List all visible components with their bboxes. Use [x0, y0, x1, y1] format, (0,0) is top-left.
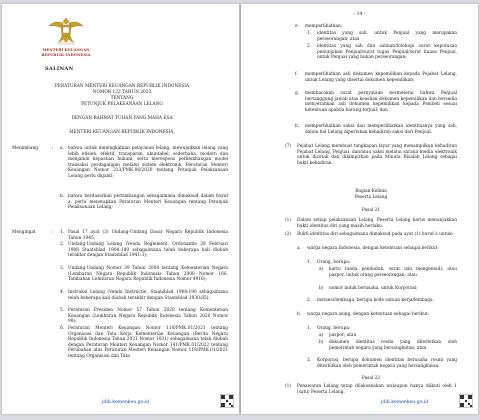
list-marker: 1.: [307, 326, 312, 331]
mengingat-colon: :: [52, 230, 54, 235]
mengingat-marker: 5.: [60, 308, 65, 313]
list-marker: (7): [285, 144, 292, 149]
list-marker: 2.: [307, 298, 312, 303]
mengingat-item: Undang-Undang Lelang (Vendu Reglement, Ordonantie 28 Februari 1908 Staatsblad 1908:189 sebagaimana telah beberapa kali diubah terakhir dengan Staatsblad 1941:3);: [68, 242, 228, 258]
menimbang-colon: :: [52, 146, 54, 151]
list-item: memperlihatkan saksi dan memperlihatkan identitasnya yang sah, dalam hal Lelang diperlukan kehadiran saksi dari Penjual.: [305, 124, 457, 135]
list-item: warga negara Indonesia, dengan ketentuan sebagai berikut:: [307, 246, 439, 251]
list-marker: (2): [285, 232, 292, 237]
list-item: Orang, berupa:: [317, 326, 351, 331]
list-marker: (1): [285, 384, 292, 389]
list-marker: f.: [295, 72, 298, 77]
mengingat-marker: 2.: [60, 242, 65, 247]
list-marker: e.: [295, 24, 299, 29]
ministry-name: MENTERI KEUANGAN: [42, 48, 90, 52]
mengingat-item: Peraturan Menteri Keuangan Nomor 118/PMK.01/2021 tentang Organisasi dan Tata Kerja Kementerian Keuangan (Berita Negara Republik Indonesia Tahun 2021 Nomor 1031) sebagaimana telah diubah dengan Peraturan Menteri Keuangan Nomor 141/PMK.01/2022 tentang Perubahan atas Peraturan Menteri Keuangan Nomor 118/PMK.01/2021 tentang Organisasi dan Tata: [68, 326, 228, 359]
menimbang-marker: b.: [60, 194, 65, 199]
list-item: Penawaran Lelang tetap dilaksanakan walaupun hanya diikuti oleh 1 (satu) Peserta Lelang.: [297, 384, 457, 395]
article-heading: Pasal 22: [361, 376, 381, 381]
list-item: Orang, berupa:: [317, 260, 351, 265]
list-marker: b): [319, 286, 324, 291]
minister-line: MENTERI KEUANGAN REPUBLIK INDONESIA,: [69, 130, 175, 135]
list-item: nomor induk berusaha, untuk Korporasi;: [329, 286, 418, 291]
mengingat-marker: 6.: [60, 326, 65, 331]
list-marker: a): [319, 267, 324, 272]
mengingat-item: Pasal 17 ayat (3) Undang-Undang Dasar Negara Republik Indonesia Tahun 1945;: [68, 230, 228, 241]
republic-name: REPUBLIK INDONESIA: [41, 53, 91, 57]
list-marker: 1.: [307, 31, 312, 36]
section-subheading: Peserta Lelang: [354, 195, 388, 200]
mengingat-item: Undang-Undang Nomor 39 Tahun 2008 tentang Kementerian Negara (Lembaran Negara Republik Indonesia Tahun 2008 Nomor 166, Tambahan Lembaran Negara Republik Indonesia Nomor 4916);: [68, 266, 228, 282]
list-item: Korporasi, berupa dokumen identitas berusaha resmi yang diterbitkan oleh pemerintah negara yang bersangkutan.: [317, 358, 457, 369]
menimbang-item: bahwa untuk meningkatkan pelayanan lelang, mewujudkan lelang yang lebih efisien, efektif, transparan, akuntabel, sederhana, modern dan menjamin kepastian hukum, serta merespons perkembangan model transaksi perdagangan melalui sistem elektronik, Peraturan Menteri Keuangan Nomor 213/PMK.06/2020 tentang Petunjuk Pelaksanaan Lelang perlu diganti;: [68, 146, 228, 179]
list-marker: 1.: [307, 260, 312, 265]
regulation-number: NOMOR 122 TAHUN 2023: [92, 90, 152, 95]
menimbang-label: Menimbang: [12, 146, 38, 151]
list-item: Dalam setiap pelaksanaan Lelang, Peserta Lelang harus menunjukkan bukti identitas diri yang masih berlaku.: [297, 218, 457, 229]
article-heading: Pasal 21: [361, 208, 381, 213]
regulation-subject: PETUNJUK PELAKSANAAN LELANG: [81, 102, 163, 107]
garuda-emblem-icon: [46, 14, 86, 46]
list-item: warga negara asing, dengan ketentuan sebagai berikut:: [307, 312, 430, 317]
list-item: dokumen identitas resmi yang diterbitkan oleh pemerintah negara yang bersangkutan; atau: [329, 340, 457, 351]
page-number: - 14 -: [353, 12, 366, 17]
section-heading: Bagian Kelima: [355, 189, 387, 194]
list-item: memperlihatkan:: [305, 24, 343, 29]
regulation-tentang: TENTANG: [110, 96, 134, 101]
list-marker: 2.: [307, 44, 312, 49]
page-right: [241, 4, 478, 414]
mengingat-marker: 1.: [60, 230, 65, 235]
qr-code-icon: [220, 394, 234, 408]
list-item: paspor; atau: [329, 333, 357, 338]
list-item: Bukti identitas diri sebagaimana dimaksud pada ayat (1) huruf a untuk:: [297, 232, 454, 237]
mengingat-item: Peraturan Presiden Nomor 57 Tahun 2020 tentang Kementerian Keuangan (Lembaran Negara Republik Indonesia Tahun 2020 Nomor 98);: [68, 308, 228, 324]
list-item: memperlihatkan asli dokumen kepemilikan kepada Pejabat Lelang, untuk Lelang yang disertai dokumen kepemilikan;: [305, 72, 457, 83]
salinan-label: SALINAN: [45, 66, 74, 72]
mengingat-marker: 3.: [60, 266, 65, 271]
list-item: kartu tanda penduduk, surat izin mengemudi, atau paspor, untuk orang perseorangan; atau: [329, 267, 457, 278]
list-marker: h.: [295, 124, 300, 129]
footer-link[interactable]: jdih.kemenkeu.go.id: [381, 400, 429, 405]
menimbang-marker: a.: [60, 146, 64, 151]
footer-link[interactable]: jdih.kemenkeu.go.id: [102, 400, 150, 405]
list-marker: g.: [295, 91, 300, 96]
blessing-line: DENGAN RAHMAT TUHAN YANG MAHA ESA: [71, 116, 173, 121]
list-item: membacakan surat pernyataan bermeterai bahwa Penjual bertanggung jawab atas keaslian dokumen kepemilikan dan bersedia menyerahkan asli dokumen kepemilikan kepada Pembeli sesuai ketentuan apabila barang terjual; dan: [305, 91, 457, 113]
list-item: identitas yang sah, untuk Penjual yang merupakan perseorangan; atau: [317, 31, 457, 42]
list-marker: 2.: [307, 358, 312, 363]
mengingat-marker: 4.: [60, 290, 65, 295]
list-marker: b): [319, 340, 324, 345]
mengingat-label: Mengingat: [12, 230, 36, 235]
list-item: identitas yang sah dan salinan/fotokopi surat keputusan penunjukan Penjual/surat tugas Penjual/surat kuasa Penjual, untuk Penjual yang bukan perseorangan;: [317, 44, 457, 60]
list-item: instansi/lembaga, berupa kode satuan kerja/lembaga.: [317, 298, 434, 303]
list-marker: a): [319, 333, 324, 338]
list-marker: a.: [297, 246, 301, 251]
regulation-title: PERATURAN MENTERI KEUANGAN REPUBLIK INDONESIA: [54, 84, 190, 89]
list-marker: (1): [285, 218, 292, 223]
page-left: [2, 4, 239, 414]
list-item: Pejabat Lelang membuat tangkapan layar yang menampilkan kehadiran Pejabat Lelang, Penjual, dan/atau saksi melalui sarana media elektronik untuk dicetak dan dilampirkan pada Minuta Risalah Lelang sebagai bukti kehadiran.: [297, 144, 457, 166]
list-marker: b.: [297, 312, 302, 317]
mengingat-item: Instruksi Lelang (Vendu Instructie, Staatsblad 1908:190 sebagaimana telah beberapa kali diubah terakhir dengan Staatsblad 1930:85);: [68, 290, 228, 301]
menimbang-item: bahwa berdasarkan pertimbangan sebagaimana dimaksud dalam huruf a, perlu menetapkan Peraturan Menteri Keuangan tentang Petunjuk Pelaksanaan Lelang;: [68, 194, 228, 210]
qr-code-icon: [459, 394, 473, 408]
